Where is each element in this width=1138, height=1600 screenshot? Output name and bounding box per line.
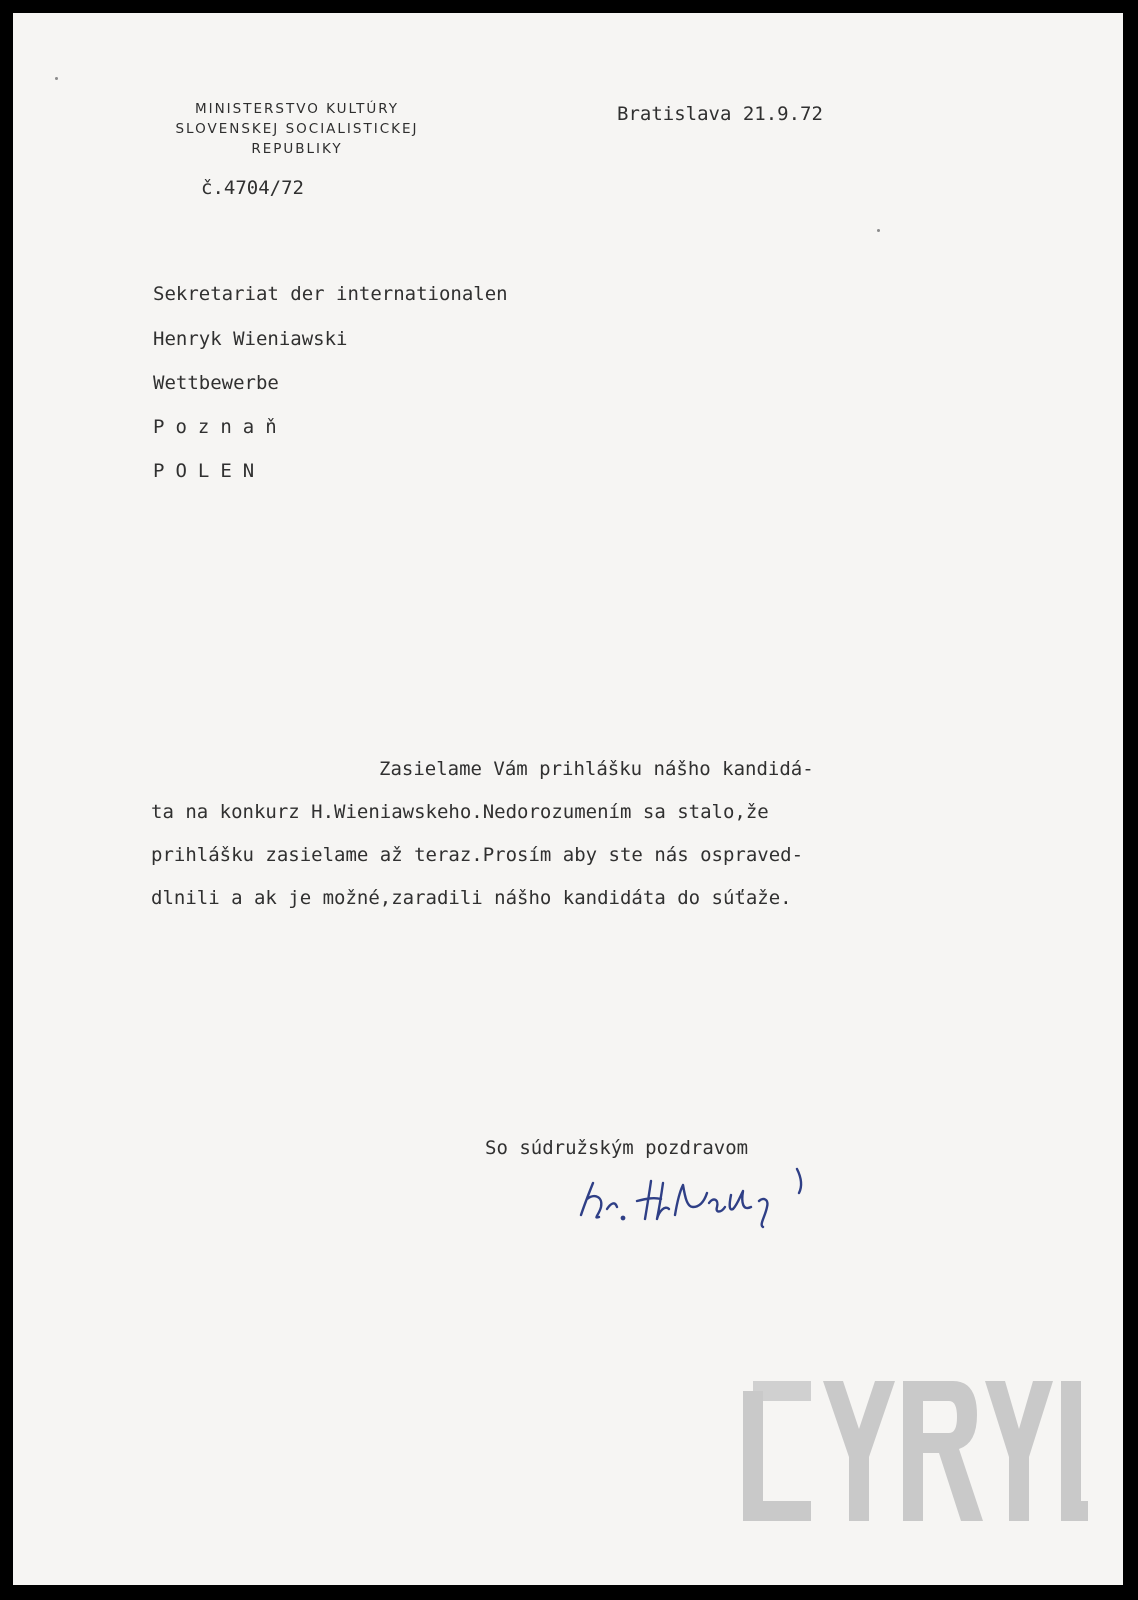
recipient-line-2: Henryk Wieniawski bbox=[153, 328, 348, 350]
body-line-1: Zasielame Vám prihlášku nášho kandidá- bbox=[379, 758, 814, 780]
recipient-line-3: Wettbewerbe bbox=[153, 372, 279, 394]
letter-sheet bbox=[13, 13, 1123, 1585]
paper-speck bbox=[877, 229, 880, 232]
closing-salutation: So súdružským pozdravom bbox=[485, 1137, 749, 1159]
letterhead-line-ministry: MINISTERSTVO KULTÚRY bbox=[194, 101, 400, 117]
paper-speck bbox=[55, 77, 58, 80]
recipient-city: Poznaň bbox=[153, 416, 288, 438]
letterhead-line-slovak: SLOVENSKEJ SOCIALISTICKEJ bbox=[175, 121, 419, 137]
cyryl-watermark-logo bbox=[743, 1381, 1088, 1521]
recipient-line-1: Sekretariat der internationalen bbox=[153, 283, 508, 305]
reference-number: č.4704/72 bbox=[201, 177, 304, 199]
body-line-3: prihlášku zasielame až teraz.Prosím aby ste nás ospraved- bbox=[151, 844, 804, 866]
place-date: Bratislava 21.9.72 bbox=[617, 103, 823, 125]
body-line-2: ta na konkurz H.Wieniawskeho.Nedorozumením sa stalo,že bbox=[151, 801, 769, 823]
recipient-country: POLEN bbox=[153, 460, 266, 482]
body-line-4: dlnili a ak je možné,zaradili nášho kandidáta do súťaže. bbox=[151, 887, 792, 909]
handwritten-signature bbox=[573, 1163, 863, 1233]
letterhead-line-republic: REPUBLIKY bbox=[251, 141, 343, 157]
letterhead bbox=[133, 99, 461, 159]
